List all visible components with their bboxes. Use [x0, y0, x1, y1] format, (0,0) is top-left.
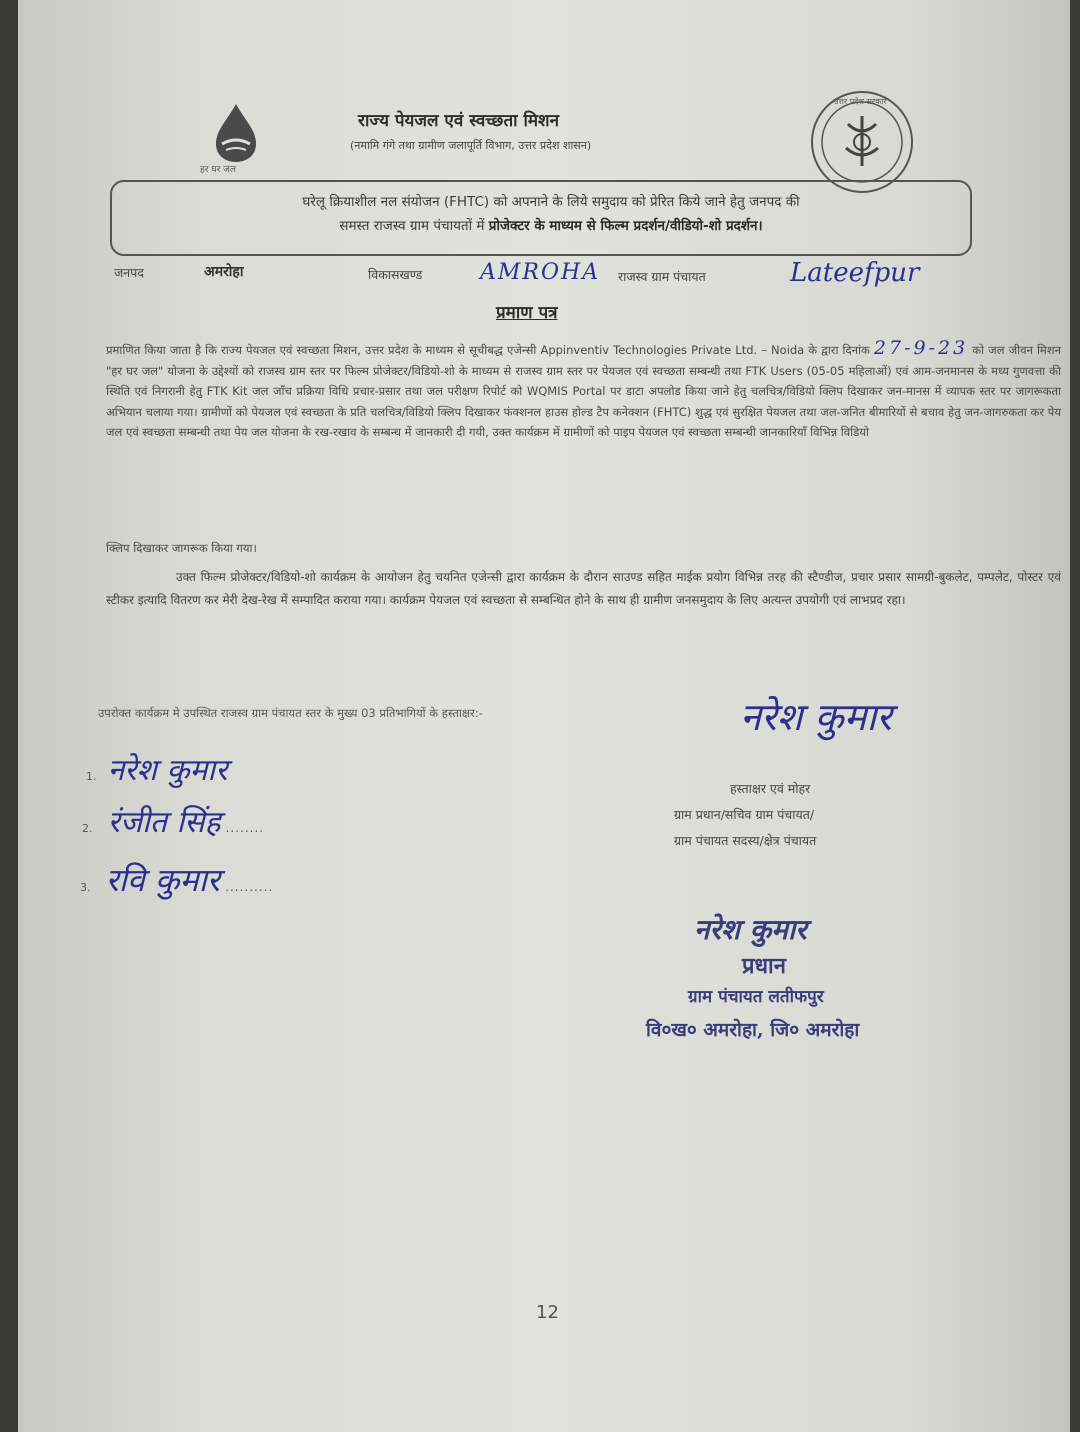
participant-signature: रंजीत सिंह: [107, 805, 221, 840]
panchayat-label: राजस्व ग्राम पंचायत: [618, 269, 706, 284]
certificate-paragraph-2: उक्त फिल्म प्रोजेक्टर/विडियो-शो कार्यक्रम के आयोजन हेतु चयनित एजेन्सी द्वारा कार्यक्रम के दौरान साउण्ड सहित माईक प्रयोग विभिन्न तरह की स्टैण्डीज, प्रचार प्रसार सामग्री-बुकलेट, पम्पलेट, पोस्टर एवं स्टीकर इत्यादि वितरण कर मेरी देख-रेख में सम्पादित कराया गया। कार्यक्रम पेयजल एवं स्वच्छता से सम्बन्धित होने के साथ ही ग्रामीण जनसमुदाय के लिए अत्यन्त उपयोगी एवं लाभप्रद रहा।: [106, 570, 1061, 607]
banner-line-2-bold: प्रोजेक्टर के माध्यम से फिल्म प्रदर्शन/वीडियो-शो प्रदर्शन।: [488, 218, 763, 234]
participant-number: 3.: [80, 881, 91, 894]
participant-row-3: [80, 858, 273, 901]
pradhan-signature: नरेश कुमार: [740, 695, 892, 739]
certificate-paragraph-1: [106, 337, 1062, 443]
stamp-title: प्रधान: [742, 953, 786, 979]
banner-line-1: घरेलू क्रियाशील नल संयोजन (FHTC) को अपनाने के लिये समुदाय को प्रेरित किये जाने हेतु जनपद की: [302, 194, 800, 210]
janpad-label: जनपद: [114, 265, 144, 280]
vikaskhand-label: विकासखण्ड: [368, 267, 423, 282]
stamp-line-1: ग्राम पंचायत लतीफपुर: [688, 987, 824, 1007]
stamp-name: नरेश कुमार: [694, 913, 807, 946]
banner-text: [136, 190, 966, 238]
stamp-line-2: वि०ख० अमरोहा, जि० अमरोहा: [646, 1019, 860, 1041]
signatory-designation-1: ग्राम प्रधान/सचिव ग्राम पंचायत/: [674, 807, 815, 822]
participant-number: 2.: [82, 822, 93, 835]
participant-number: 1.: [86, 770, 97, 783]
participants-intro: उपरोक्त कार्यक्रम मे उपस्थित राजस्व ग्राम पंचायत स्तर के मुख्य 03 प्रतिभागियों के हस्ताक्षर:-: [98, 706, 483, 720]
janpad-value: अमरोहा: [204, 264, 244, 280]
page-number: 12: [536, 1302, 559, 1323]
banner-line-2: [136, 214, 966, 238]
signature-dotted-line: ........: [225, 821, 265, 835]
mission-title: राज्य पेयजल एवं स्वच्छता मिशन: [358, 111, 560, 131]
signature-dotted-line: ..........: [225, 880, 274, 894]
participant-row-1: [86, 748, 227, 789]
logo-right-text: उत्तर प्रदेश सरकार: [834, 97, 887, 106]
signature-seal-label: हस्ताक्षर एवं मोहर: [730, 781, 811, 796]
banner-line-2-normal: समस्त राजस्व ग्राम पंचायतों में: [339, 218, 489, 234]
paragraph-1-start: प्रमाणित किया जाता है कि राज्य पेयजल एवं स्वच्छता मिशन, उत्तर प्रदेश के माध्यम से सूचीबद्ध एजेन्सी Appinventiv Technologies Private Ltd. – Noida के द्वारा दिनांक: [106, 343, 870, 357]
participant-row-2: [82, 800, 264, 841]
logo-left-text: हर घर जल: [200, 165, 236, 175]
har-ghar-jal-logo: [186, 100, 286, 182]
program-date: 27-9-23: [873, 337, 969, 359]
paragraph-1-body: को जल जीवन मिशन "हर घर जल" योजना के उद्देश्यों को राजस्व ग्राम स्तर पर फिल्म प्रोजेक्टर/विडियो-शो के माध्यम से राजस्व ग्राम स्तर पर पेयजल एवं स्वच्छता सम्बन्धी तथा FTK Users (05-05 महिलाओं) एवं आम-जनमानस के मध्य गुणवत्ता की स्थिति एवं निगरानी हेतु FTK Kit जल जाँच प्रक्रिया विधि प्रचार-प्रसार तथा जल परीक्षण रिपोर्ट को WQMIS Portal पर डाटा अपलोड किया जाने हेतु चलचित्र/विडियो क्लिप दिखाकर जन-मानस में व्यापक स्तर पर जागरूकता अभियान चलाया गया। ग्रामीणों को पेयजल एवं स्वच्छता के प्रति चलचित्र/विडियो क्लिप दिखाकर फंक्शनल हाउस होल्ड टैप कनेक्शन (FHTC) शुद्ध एवं सुरक्षित पेयजल तथा जल-जनित बीमारियों से बचाव हेतु जन-जागरुकता कर पेय जल एवं स्वच्छता सम्बन्धी तथा पेय जल योजना के रख-रखाव के सम्बन्ध में जानकारी दी गयी, उक्त कार्यक्रम में ग्रामीणों को पाइप पेयजल एवं स्वच्छता सम्बन्धी जानकारियाँ विभिन्न विडियो: [106, 343, 1062, 440]
certificate-heading: प्रमाण पत्र: [496, 303, 558, 323]
document-page: [18, 0, 1070, 1432]
signatory-designation-2: ग्राम पंचायत सदस्य/क्षेत्र पंचायत: [674, 833, 817, 848]
panchayat-value: Lateefpur: [790, 258, 920, 288]
vikaskhand-value: AMROHA: [480, 260, 601, 285]
participant-signature: रवि कुमार: [105, 861, 221, 899]
mission-subtitle: (नमामि गंगे तथा ग्रामीण जलापूर्ति विभाग, उत्तर प्रदेश शासन): [350, 139, 592, 152]
paragraph-1-end: क्लिप दिखाकर जागरूक किया गया।: [106, 541, 257, 555]
participant-signature: नरेश कुमार: [107, 753, 228, 788]
